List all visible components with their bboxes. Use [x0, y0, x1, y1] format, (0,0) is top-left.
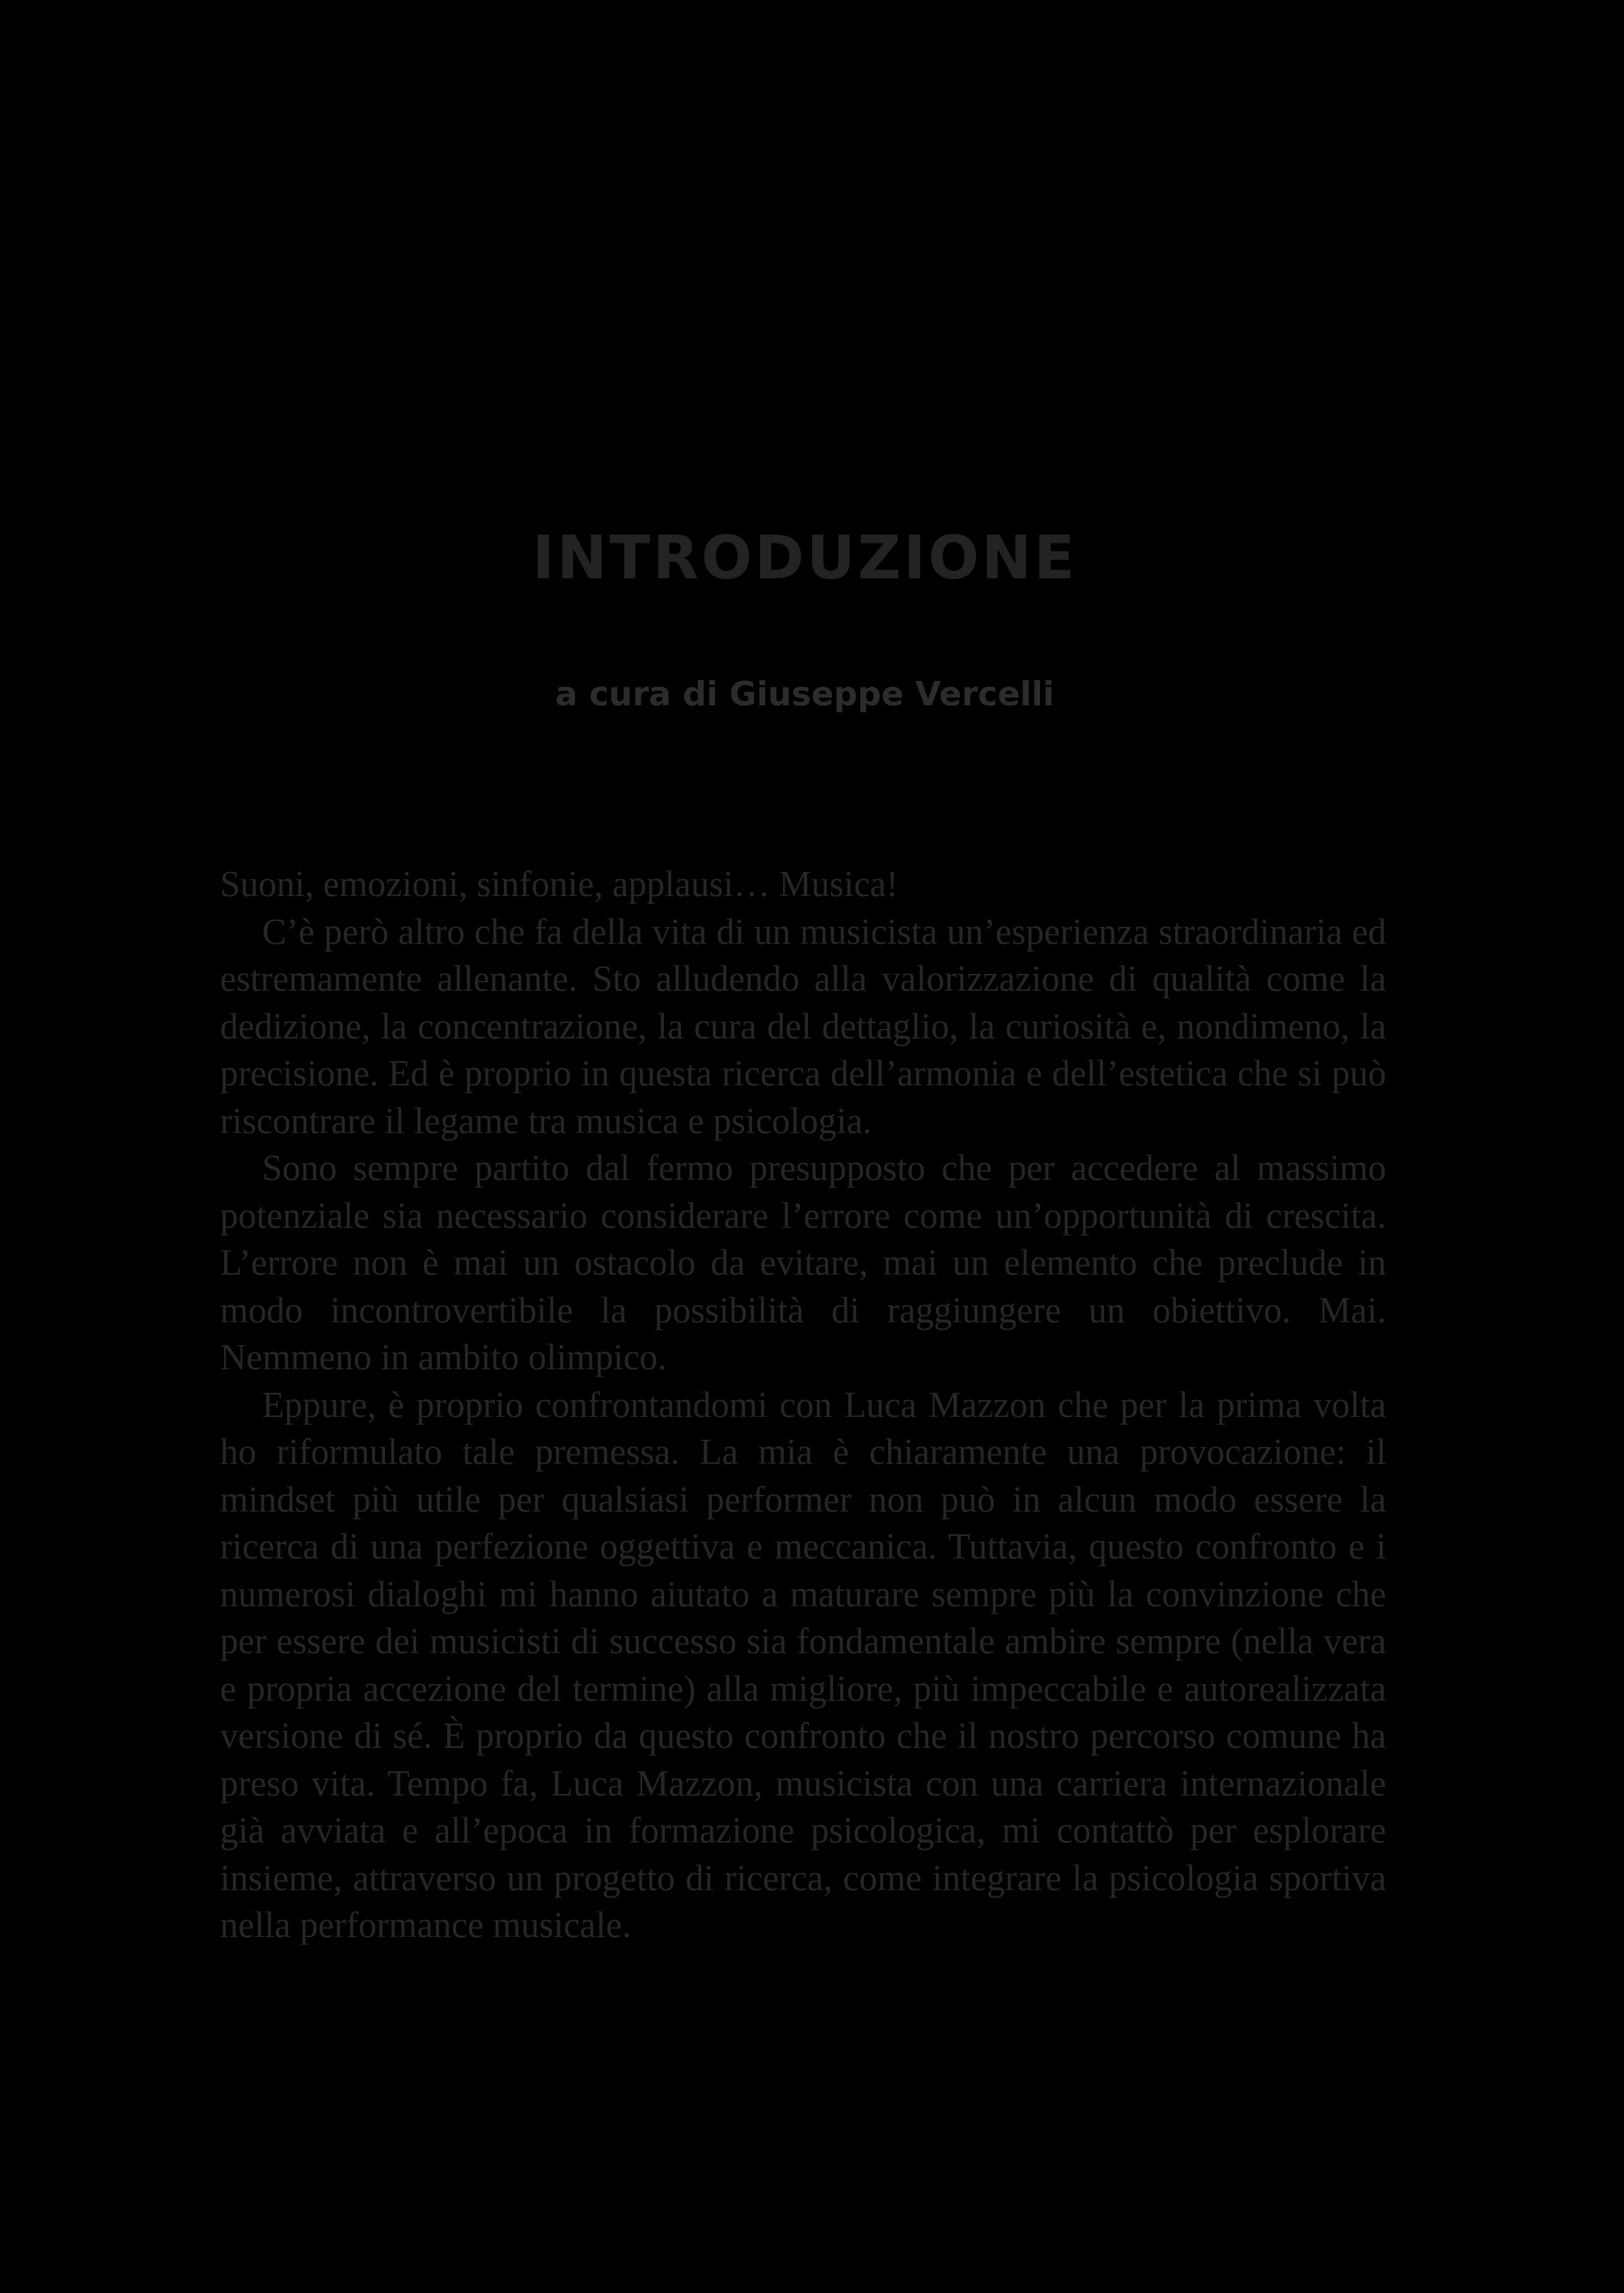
- body-text: [220, 861, 1386, 1949]
- paragraph-2: C’è però altro che fa della vita di un musicista un’esperienza straordinaria ed estremamente allenante. Sto alludendo alla valorizzazione di qualità come la dedizione, la concentrazione, la cura del dettaglio, la curiosità e, nondimeno, la precisione. Ed è proprio in questa ricerca dell’armonia e dell’estetica che si può riscontrare il legame tra musica e psicologia.: [220, 911, 1386, 1141]
- paragraph-1: Suoni, emozioni, sinfonie, applausi… Musica!: [220, 864, 899, 904]
- chapter-subtitle: a cura di Giuseppe Vercelli: [555, 675, 1055, 713]
- chapter-title: INTRODUZIONE: [532, 523, 1077, 593]
- paragraph-4: Eppure, è proprio confrontandomi con Luca Mazzon che per la prima volta ho riformulato tale premessa. La mia è chiaramente una provocazione: il mindset più utile per qualsiasi performer non può in alcun modo essere la ricerca di una perfezione oggettiva e meccanica. Tuttavia, questo confronto e i numerosi dialoghi mi hanno aiutato a maturare sempre più la convinzione che per essere dei musicisti di successo sia fondamentale ambire sempre (nella vera e propria accezione del termine) alla migliore, più impeccabile e autorealizzata versione di sé. È proprio da questo confronto che il nostro percorso comune ha preso vita. Tempo fa, Luca Mazzon, musicista con una carriera internazionale già avviata e all’epoca in formazione psicologica, mi contattò per esplorare insieme, attraverso un progetto di ricerca, come integrare la psicologia sportiva nella performance musicale.: [220, 1384, 1386, 1945]
- paragraph-3: Sono sempre partito dal fermo presupposto che per accedere al massimo potenziale sia necessario considerare l’errore come un’opportunità di crescita. L’errore non è mai un ostacolo da evitare, mai un elemento che preclude in modo incontrovertibile la possibilità di raggiungere un obiettivo. Mai. Nemmeno in ambito olimpico.: [220, 1148, 1386, 1377]
